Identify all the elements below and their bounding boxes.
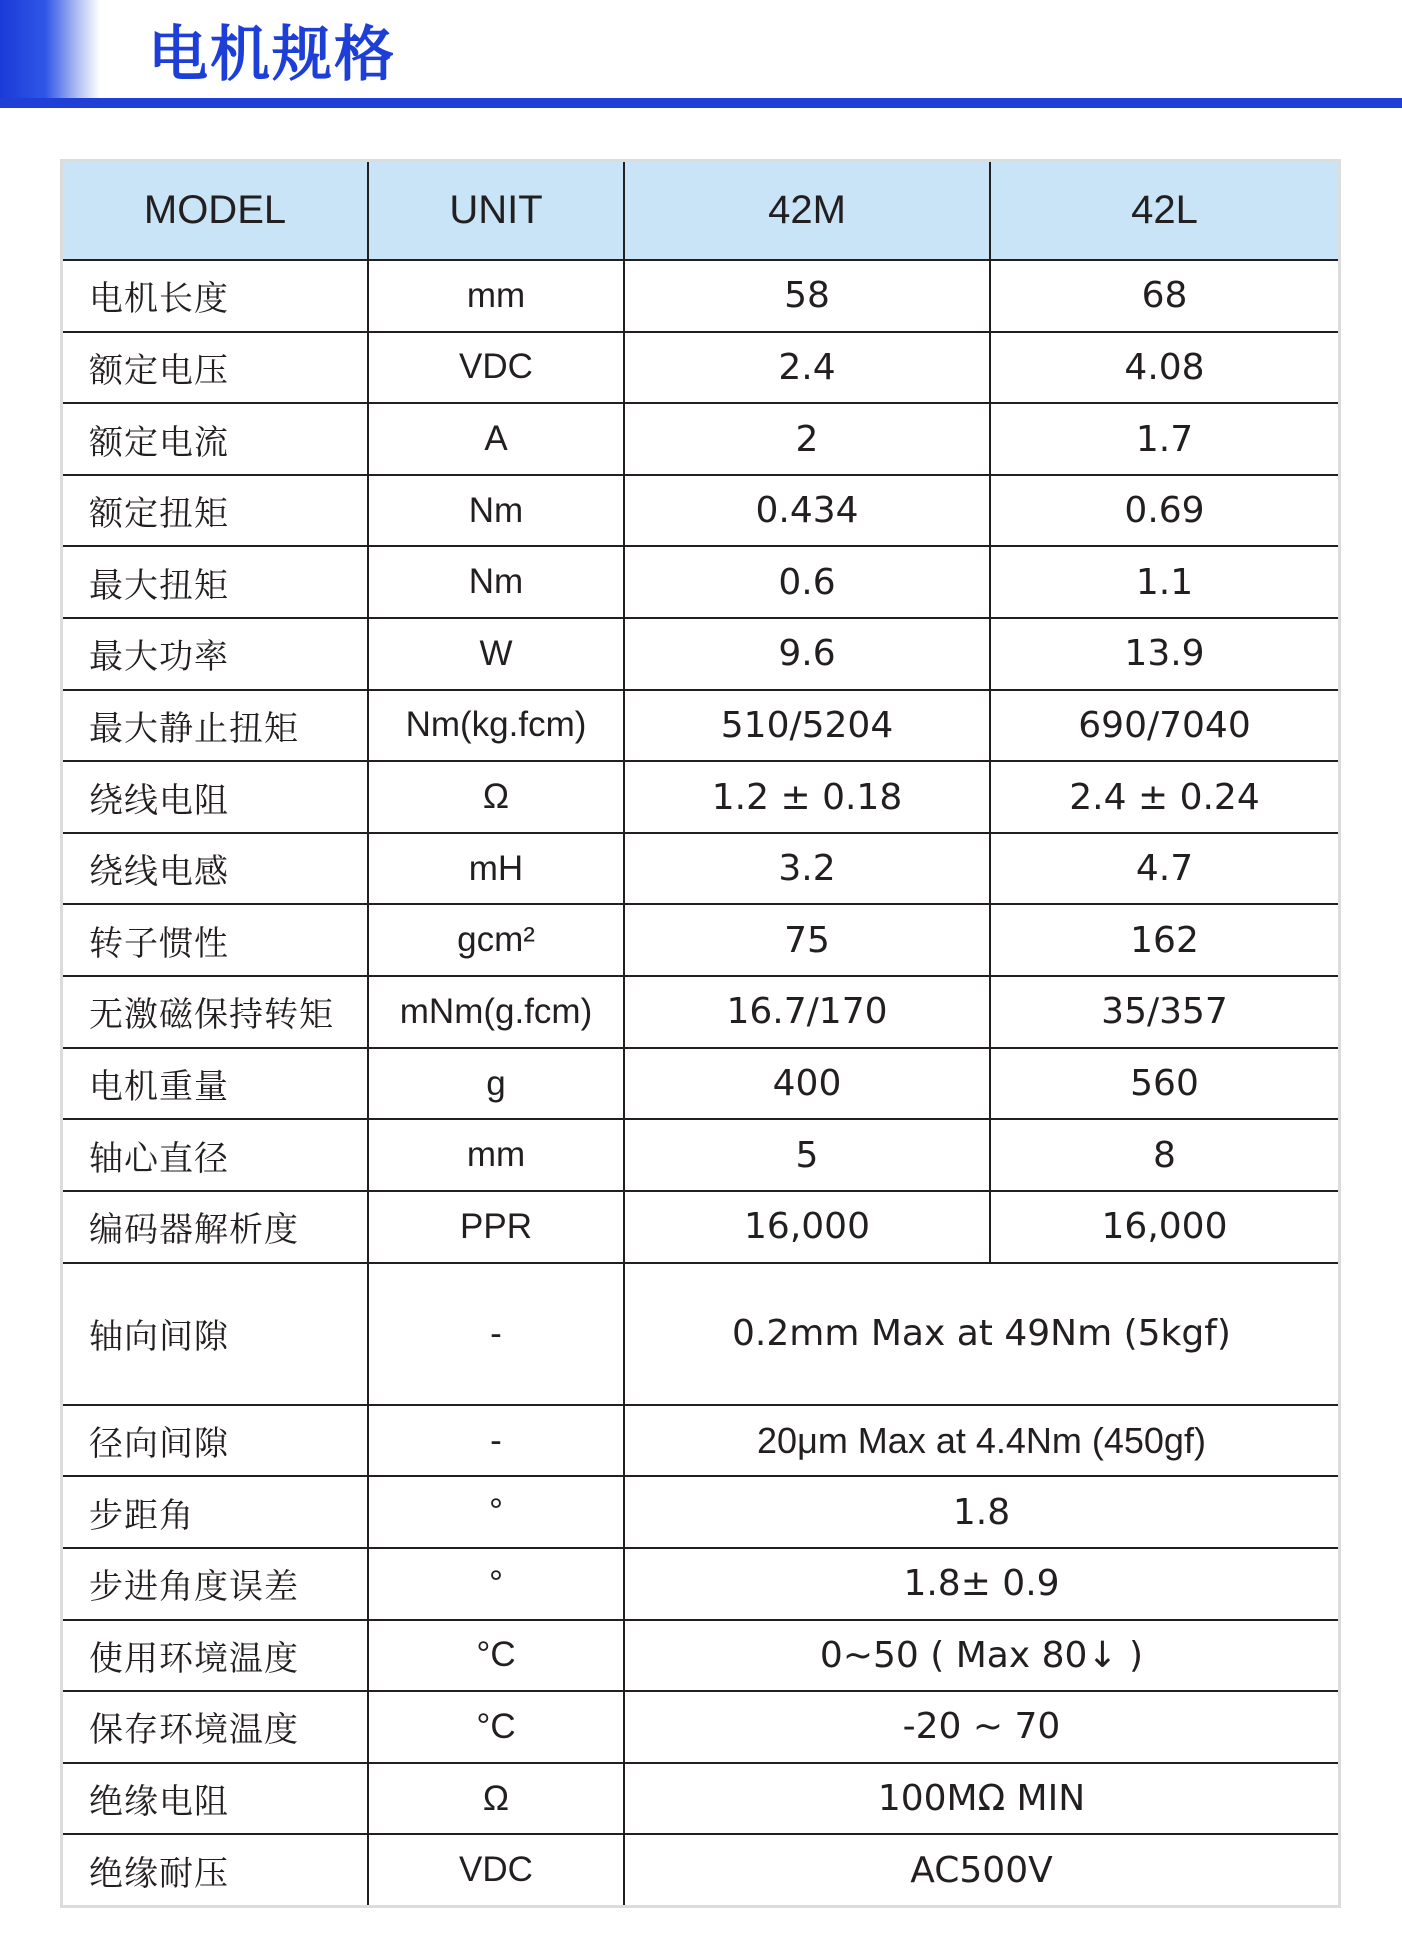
value-42m: 16.7/170 [624,976,990,1048]
value-42m: 2.4 [624,332,990,404]
param-unit: Ω [368,1763,624,1835]
param-name: 转子惯性 [63,904,368,976]
column-header-42m: 42M [624,162,990,260]
value-42l: 2.4 ± 0.24 [990,761,1338,833]
param-name: 绕线电感 [63,833,368,905]
value-42l: 690/7040 [990,690,1338,762]
value-42l: 13.9 [990,618,1338,690]
table-row [63,1191,1338,1263]
table-row [63,833,1338,905]
table-row-merged [63,1548,1338,1620]
value-42m: 0.434 [624,475,990,547]
param-unit: °C [368,1691,624,1763]
page-title: 电机规格 [148,20,396,90]
value-42l: 4.7 [990,833,1338,905]
param-unit: A [368,403,624,475]
param-name: 最大功率 [63,618,368,690]
param-unit: Nm [368,475,624,547]
column-header-model: MODEL [63,162,368,260]
param-name: 电机长度 [63,260,368,332]
table-row [63,260,1338,332]
table-row [63,1048,1338,1120]
param-unit: VDC [368,332,624,404]
table-row [63,904,1338,976]
param-unit: g [368,1048,624,1120]
column-header-unit: UNIT [368,162,624,260]
param-unit: - [368,1405,624,1477]
value-42l: 16,000 [990,1191,1338,1263]
value-42l: 162 [990,904,1338,976]
param-name: 额定电流 [63,403,368,475]
table-row [63,690,1338,762]
param-name: 编码器解析度 [63,1191,368,1263]
table-row [63,1119,1338,1191]
param-unit: ° [368,1476,624,1548]
table-header-row [63,162,1338,260]
param-unit: VDC [368,1834,624,1905]
param-name: 最大扭矩 [63,546,368,618]
param-unit: W [368,618,624,690]
value-shared: 0~50 ( Max 80↓ ) [624,1620,1338,1692]
table-row-merged [63,1620,1338,1692]
param-name: 保存环境温度 [63,1691,368,1763]
param-name: 最大静止扭矩 [63,690,368,762]
table-row-merged [63,1691,1338,1763]
table-row [63,546,1338,618]
value-42l: 8 [990,1119,1338,1191]
table-row-merged [63,1763,1338,1835]
param-unit: mNm(g.fcm) [368,976,624,1048]
table-row-merged [63,1834,1338,1905]
table-row-merged [63,1405,1338,1477]
value-42m: 510/5204 [624,690,990,762]
param-unit: gcm² [368,904,624,976]
param-name: 绝缘电阻 [63,1763,368,1835]
param-unit: °C [368,1620,624,1692]
value-42m: 75 [624,904,990,976]
value-42m: 0.6 [624,546,990,618]
value-shared: 0.2mm Max at 49Nm (5kgf) [624,1263,1338,1405]
value-shared: AC500V [910,1849,1053,1891]
table-row [63,475,1338,547]
value-shared: 1.8± 0.9 [624,1548,1338,1620]
value-42m: 3.2 [624,833,990,905]
param-name: 额定电压 [63,332,368,404]
column-header-42l: 42L [990,162,1338,260]
param-name: 使用环境温度 [63,1620,368,1692]
value-42m: 400 [624,1048,990,1120]
param-name: 轴向间隙 [63,1263,368,1405]
value-42l: 560 [990,1048,1338,1120]
param-unit: mm [368,260,624,332]
table-row-merged [63,1476,1338,1548]
param-name: 绕线电阻 [63,761,368,833]
table-row [63,332,1338,404]
value-42m: 1.2 ± 0.18 [624,761,990,833]
param-unit: mH [368,833,624,905]
param-unit: ° [368,1548,624,1620]
value-shared: 100MΩ MIN [624,1763,1338,1835]
value-42m: 9.6 [624,618,990,690]
header-gradient-accent [0,0,100,108]
param-name: 无激磁保持转矩 [63,976,368,1048]
param-unit: mm [368,1119,624,1191]
value-shared: 1.8 [624,1476,1338,1548]
param-unit: Nm(kg.fcm) [368,690,624,762]
value-42m: 16,000 [624,1191,990,1263]
header-underline [0,98,1402,108]
param-name: 绝缘耐压 [63,1834,368,1905]
param-unit: - [368,1263,624,1405]
param-name: 电机重量 [63,1048,368,1120]
table-row [63,618,1338,690]
param-name: 步进角度误差 [63,1548,368,1620]
param-name: 径向间隙 [63,1405,368,1477]
param-name: 步距角 [63,1476,368,1548]
value-42l: 4.08 [990,332,1338,404]
table-row-merged [63,1263,1338,1405]
param-unit: PPR [368,1191,624,1263]
page-header [0,0,1402,108]
value-42l: 0.69 [990,475,1338,547]
table-row [63,976,1338,1048]
param-name: 额定扭矩 [63,475,368,547]
value-42m: 2 [624,403,990,475]
table-row [63,403,1338,475]
param-name: 轴心直径 [63,1119,368,1191]
param-unit: Ω [368,761,624,833]
spec-table-frame [60,159,1341,1908]
value-shared: 20μm Max at 4.4Nm (450gf) [624,1405,1338,1477]
table-row [63,761,1338,833]
value-42l: 68 [990,260,1338,332]
value-42l: 1.7 [990,403,1338,475]
value-42m: 58 [624,260,990,332]
value-shared: -20 ~ 70 [624,1691,1338,1763]
param-unit: Nm [368,546,624,618]
motor-spec-table [63,162,1338,1905]
value-42m: 5 [624,1119,990,1191]
value-42l: 35/357 [990,976,1338,1048]
value-42l: 1.1 [990,546,1338,618]
